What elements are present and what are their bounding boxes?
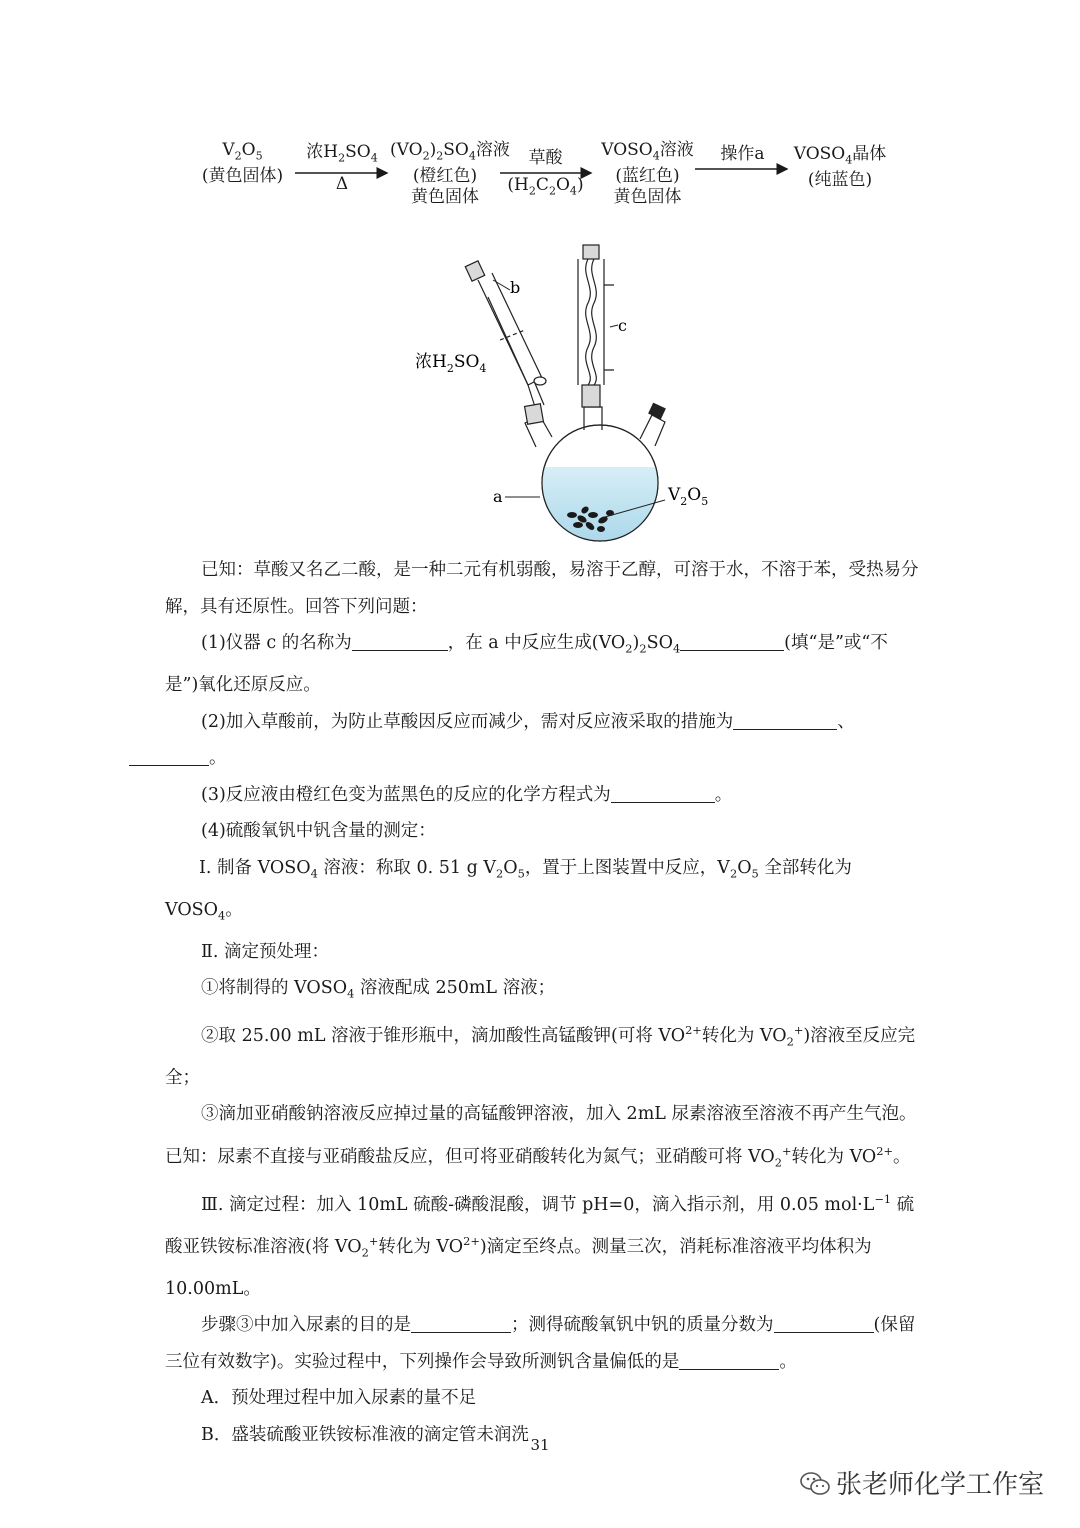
option-b: B．盛装硫酸亚铁铵标准液的滴定管未润洗 bbox=[201, 1424, 529, 1445]
reaction-flow bbox=[195, 140, 915, 215]
step-1: Ⅰ. 制备 $VOSO_4$ 溶液：称取 0. 51 g $V_2O_5$，置于上图装置中反应，$V_2O_5$ 全部转化为 $VOSO_4$。 bbox=[165, 857, 852, 922]
pretreat-2: ②取 25.00 mL 溶液于锥形瓶中，滴加酸性高锰酸钾(可将 $VO^{2+}$转化为 $VO_2^+$)溶液至反应完全； bbox=[165, 1023, 916, 1088]
answer-blank bbox=[679, 1351, 779, 1370]
answer-blank bbox=[129, 748, 209, 767]
label-c: c bbox=[618, 316, 627, 335]
flow-node-vo2so4: $(VO_2)_2SO_4$溶液 (橙红色) 黄色固体 bbox=[390, 140, 510, 208]
answer-blank bbox=[774, 1315, 874, 1334]
question-5: 步骤③中加入尿素的目的是 ；测得硫酸氧钒中钒的质量分数为 (保留三位有效数字)。实验过程中，下列操作会导致所测钒含量偏低的是 。 bbox=[165, 1315, 916, 1372]
flow-node-voso4-solution: $VOSO_4$溶液 (蓝红色) 黄色固体 bbox=[601, 140, 694, 208]
known-info: 已知：草酸又名乙二酸，是一种二元有机弱酸，易溶于乙醇，可溶于水，不溶于苯，受热易分解，具有还原性。回答下列问题： bbox=[165, 560, 919, 617]
question-4: (4)硫酸氧钒中钒含量的测定： bbox=[201, 821, 436, 841]
answer-blank bbox=[352, 633, 448, 652]
pretreat-1: ①将制得的 $VOSO_4$ 溶液配成 250mL 溶液； bbox=[201, 978, 556, 1001]
apparatus-diagram bbox=[400, 235, 740, 545]
answer-blank bbox=[680, 633, 784, 652]
pretreat-3: ③滴加亚硝酸钠溶液反应掉过量的高锰酸钾溶液，加入 2mL 尿素溶液至溶液不再产生气泡。已知：尿素不直接与亚硝酸盐反应，但可将亚硝酸转化为氮气；亚硝酸可将 $VO_2^+$转化为 $VO^{2+}$。 bbox=[165, 1104, 917, 1170]
label-conc-h2so4: 浓$H_2SO_4$ bbox=[415, 352, 487, 375]
question-3: (3)反应液由橙红色变为蓝黑色的反应的化学方程式为 。 bbox=[201, 784, 733, 805]
flow-node-v2o5: $V_2O_5$ (黄色固体) bbox=[201, 140, 284, 187]
wechat-icon bbox=[800, 1471, 830, 1504]
flow-arrows bbox=[195, 140, 915, 215]
watermark-text: 张老师化学工作室 bbox=[836, 1470, 1045, 1500]
flow-node-voso4-crystal: $VOSO_4$晶体 (纯蓝色) bbox=[793, 144, 887, 191]
flow-arrow-2-label: 草酸 $(H_2C_2O_4)$ bbox=[507, 148, 584, 198]
question-2: (2)加入草酸前，为防止草酸因反应而减少，需对反应液采取的措施为 、 。 bbox=[165, 704, 921, 777]
option-a: A．预处理过程中加入尿素的量不足 bbox=[201, 1388, 477, 1409]
label-v2o5: $V_2O_5$ bbox=[668, 485, 709, 508]
round-bottom-flask bbox=[525, 407, 670, 545]
answer-blank bbox=[611, 784, 715, 803]
answer-blank bbox=[411, 1315, 511, 1334]
page-number: 31 bbox=[530, 1436, 550, 1454]
flow-arrow-3-label: 操作a bbox=[720, 144, 765, 164]
step-3: Ⅲ. 滴定过程：加入 10mL 硫酸-磷酸混酸，调节 pH=0，滴入指示剂，用 0.05 $mol\cdot L^{-1}$ 硫酸亚铁铵标准溶液(将 $VO_2^+$转化为 $VO^{2+}$)滴定至终点。测量三次，消耗标准溶液平均体积为 10.00mL。 bbox=[165, 1191, 915, 1299]
dropping-funnel-b bbox=[465, 261, 546, 424]
question-text bbox=[165, 552, 921, 1453]
step-2: Ⅱ. 滴定预处理： bbox=[201, 941, 330, 962]
condenser-c bbox=[578, 245, 614, 407]
question-1: (1)仪器 c 的名称为 ，在 a 中反应生成$(VO_2)_2SO_4$ (填“是”或“不是”)氧化还原反应。 bbox=[165, 633, 888, 695]
label-a: a bbox=[493, 487, 503, 506]
label-b: b bbox=[510, 278, 521, 297]
answer-blank bbox=[733, 711, 837, 730]
flow-arrow-1-label: 浓$H_2SO_4$ Δ bbox=[306, 142, 378, 195]
watermark bbox=[800, 1464, 1044, 1504]
